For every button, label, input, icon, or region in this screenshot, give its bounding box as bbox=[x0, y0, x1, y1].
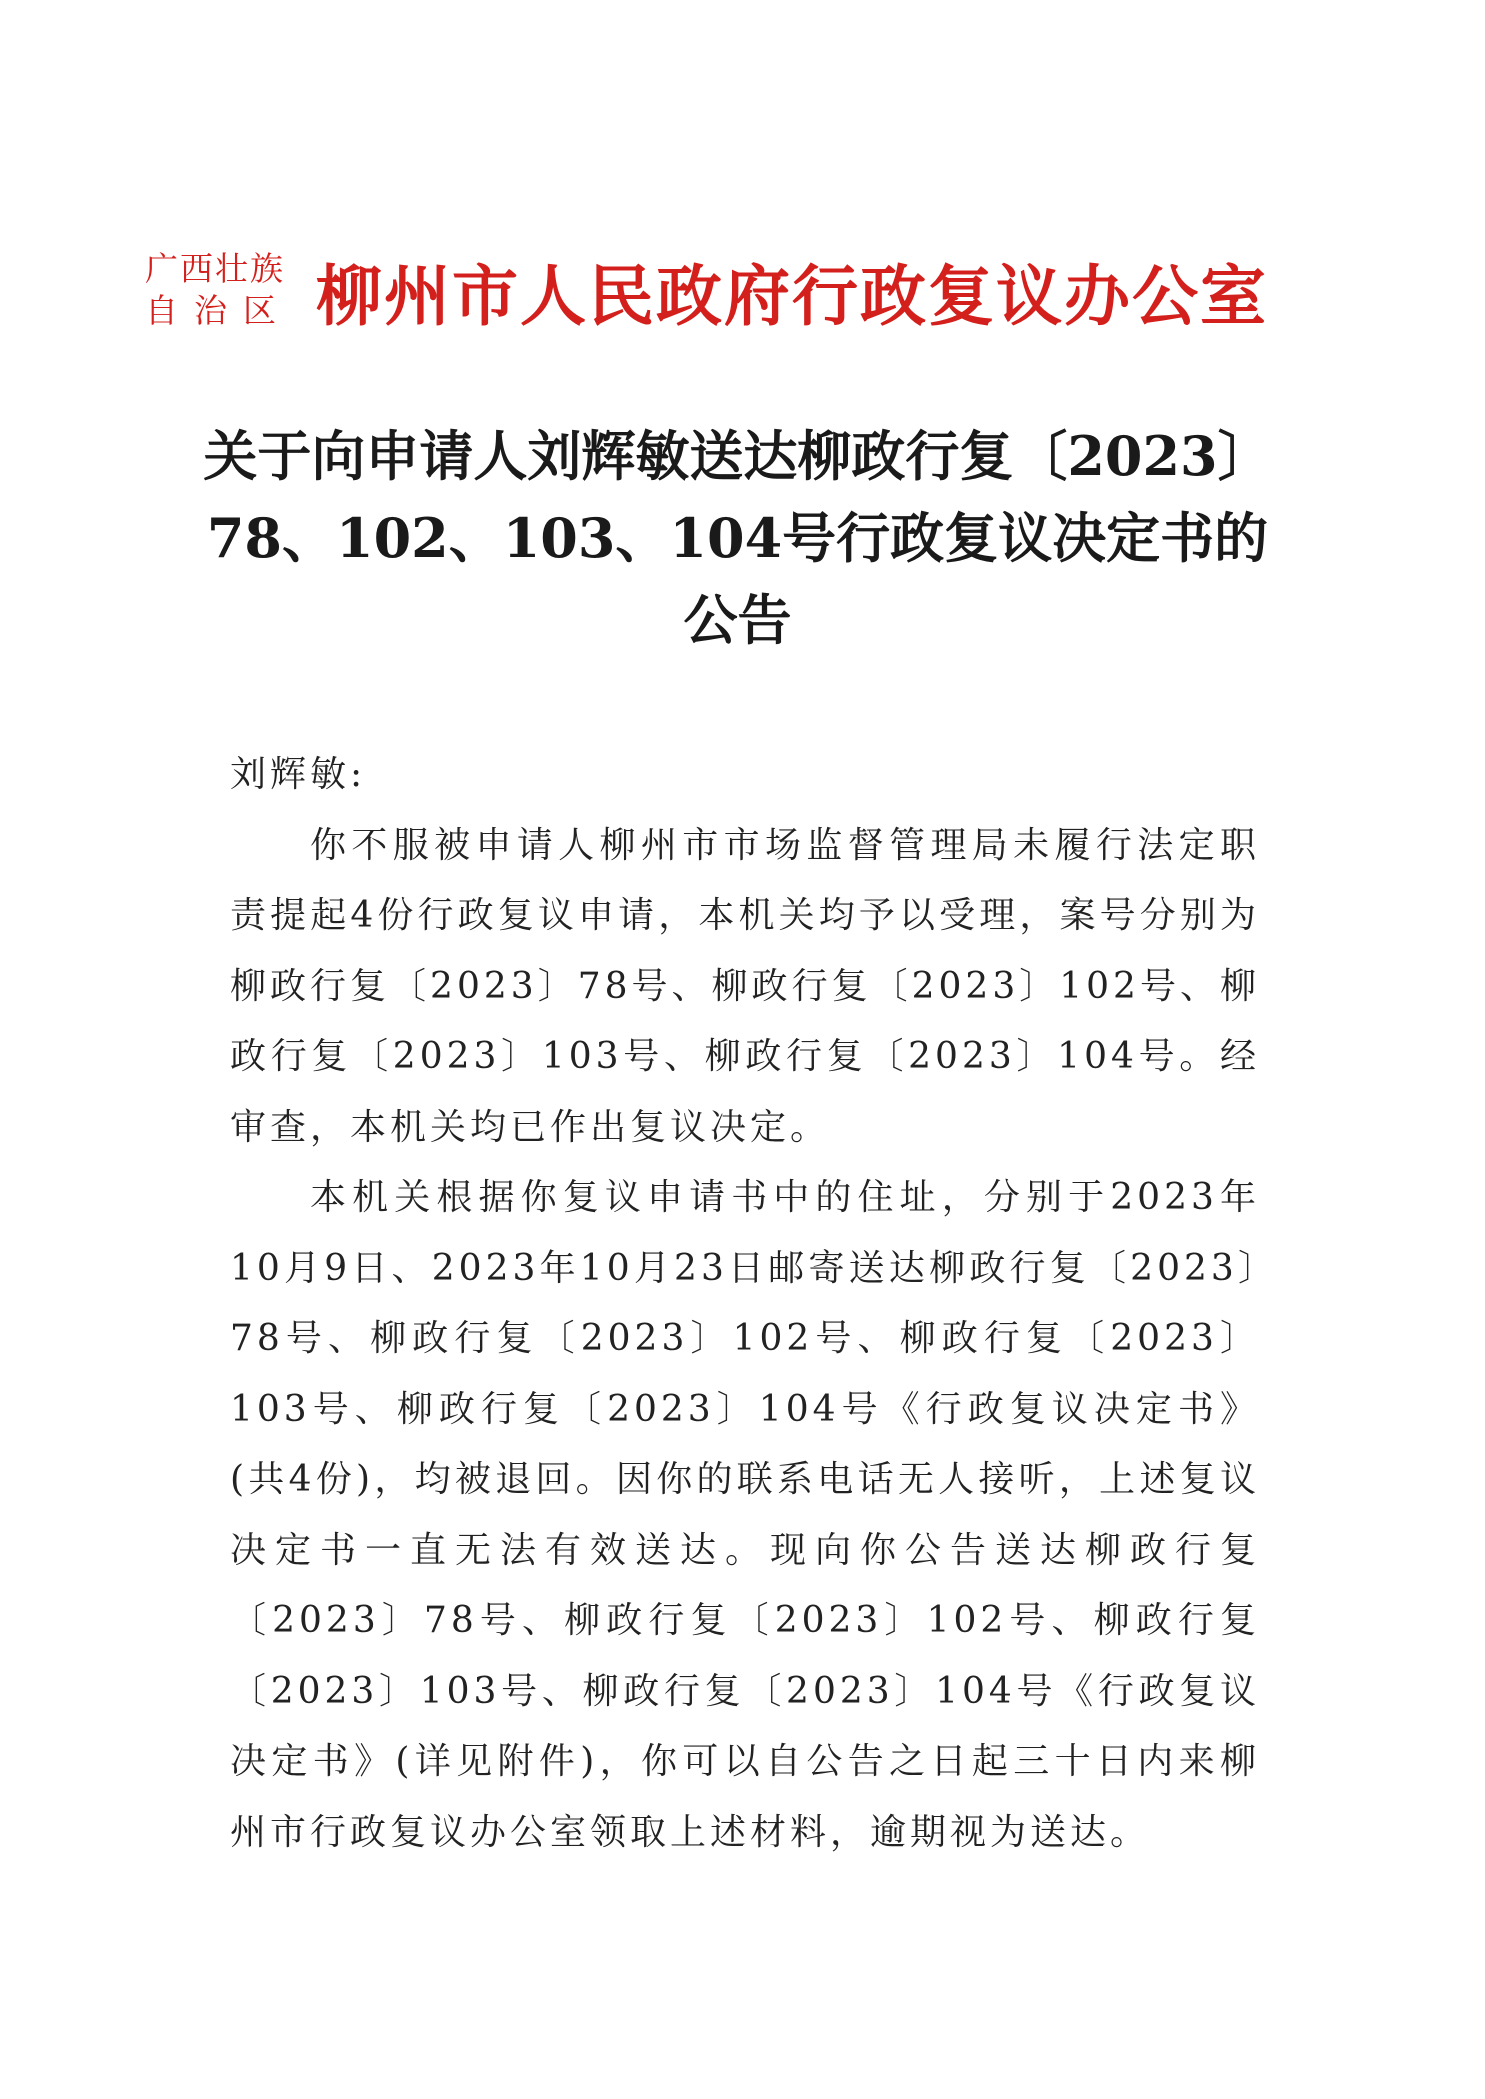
region-line-1: 广西壮族 bbox=[145, 249, 285, 288]
title-line-1: 关于向申请人刘辉敏送达柳政行复〔2023〕 bbox=[203, 424, 1272, 488]
document-title bbox=[200, 415, 1275, 661]
letterhead bbox=[145, 240, 1345, 340]
document-body bbox=[230, 740, 1260, 1868]
title-line-2: 78、102、103、104号行政复议决定书的 bbox=[206, 506, 1269, 570]
region-line-2: 自治区 bbox=[145, 291, 292, 330]
letterhead-region bbox=[145, 248, 292, 332]
paragraph-1: 你不服被申请人柳州市市场监督管理局未履行法定职责提起4份行政复议申请，本机关均予以受理，案号分别为柳政行复〔2023〕78号、柳政行复〔2023〕102号、柳政行复〔2023〕103号、柳政行复〔2023〕104号。经审查，本机关均已作出复议决定。 bbox=[230, 824, 1260, 1148]
salutation: 刘辉敏: bbox=[230, 754, 367, 795]
paragraph-2: 本机关根据你复议申请书中的住址，分别于2023年10月9日、2023年10月23日邮寄送达柳政行复〔2023〕78号、柳政行复〔2023〕102号、柳政行复〔2023〕103号、柳政行复〔2023〕104号《行政复议决定书》(共4份)，均被退回。因你的联系电话无人接听，上述复议决定书一直无法有效送达。现向你公告送达柳政行复〔2023〕78号、柳政行复〔2023〕102号、柳政行复〔2023〕103号、柳政行复〔2023〕104号《行政复议决定书》(详见附件)，你可以自公告之日起三十日内来柳州市行政复议办公室领取上述材料，逾期视为送达。 bbox=[230, 1177, 1260, 1853]
title-line-3: 公告 bbox=[683, 588, 792, 652]
org-name: 柳州市人民政府行政复议办公室 bbox=[316, 256, 1268, 335]
